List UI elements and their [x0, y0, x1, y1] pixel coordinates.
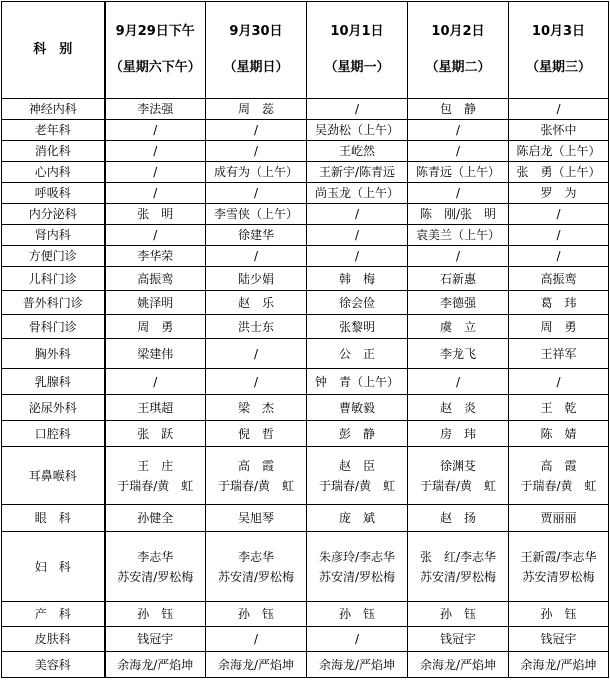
doctor-name: 陈 刚/张 明 [419, 207, 497, 221]
doctor-name: / [153, 374, 158, 389]
weekday-label: （星期二） [425, 60, 491, 75]
date-header-1 [206, 2, 307, 99]
doctor-cell [307, 291, 408, 315]
doctor-name: 张 勇（上午） [516, 165, 601, 179]
date-header-3 [408, 2, 509, 99]
doctor-cell [105, 291, 206, 315]
doctor-cell [105, 225, 206, 246]
date-header-4 [509, 2, 609, 99]
doctor-name: 张 红/李志华 [419, 549, 497, 564]
dept-header: 科 别 [2, 2, 105, 99]
doctor-cell [509, 369, 609, 395]
doctor-name: 钟 青（上午） [314, 374, 399, 389]
table-row [2, 315, 609, 339]
doctor-cell [105, 447, 206, 505]
doctor-name: 陈启龙（上午） [516, 144, 601, 158]
doctor-cell [509, 315, 609, 339]
doctor-cell [206, 395, 307, 421]
doctor-cell [307, 369, 408, 395]
dept-cell: 胸外科 [2, 339, 105, 369]
doctor-cell [509, 246, 609, 267]
table-row [2, 267, 609, 291]
table-row [2, 421, 609, 447]
table-row [2, 652, 609, 678]
doctor-name: / [556, 249, 561, 263]
doctor-name: 李志华 [237, 549, 274, 564]
doctor-name: / [253, 186, 259, 200]
doctor-cell [206, 421, 307, 447]
doctor-cell [509, 602, 609, 627]
doctor-cell [408, 315, 509, 339]
doctor-cell [307, 447, 408, 505]
doctor-name: 周 勇 [540, 319, 577, 334]
doctor-name: / [253, 249, 259, 263]
doctor-name: 王屹然 [338, 144, 375, 158]
doctor-cell [509, 267, 609, 291]
doctor-name: 钱冠宇 [137, 632, 174, 646]
doctor-name: 赵 炎 [439, 400, 476, 415]
table-row [2, 246, 609, 267]
doctor-name: 尚玉龙（上午） [314, 186, 399, 200]
doctor-name: 高 霞 [237, 458, 274, 473]
doctor-name: / [354, 228, 360, 242]
doctor-cell [105, 120, 206, 141]
doctor-name: 于瑞春/黄 虹 [117, 478, 194, 493]
doctor-name: 张 明 [137, 207, 174, 221]
doctor-cell [408, 141, 509, 162]
doctor-cell [509, 120, 609, 141]
doctor-name: 孙 钰 [237, 607, 274, 621]
doctor-name: 周 勇 [137, 319, 174, 334]
doctor-cell [509, 505, 609, 532]
doctor-cell [206, 627, 307, 652]
doctor-name: 李志华 [137, 549, 174, 564]
table-body [2, 99, 609, 678]
dept-cell: 消化科 [2, 141, 105, 162]
doctor-name: / [253, 144, 259, 158]
table-row [2, 532, 609, 602]
doctor-cell [408, 602, 509, 627]
doctor-name: 王 乾 [540, 400, 577, 415]
doctor-name: 王新霞/李志华 [520, 549, 597, 564]
doctor-name: 余海龙/严焰坤 [318, 657, 396, 672]
weekday-label: （星期六下午） [109, 60, 201, 75]
doctor-name: 成有为（上午） [213, 165, 298, 179]
doctor-cell [408, 99, 509, 120]
doctor-name: / [455, 123, 461, 137]
doctor-cell [408, 447, 509, 505]
table-header [2, 2, 609, 99]
doctor-cell [509, 627, 609, 652]
doctor-cell [509, 141, 609, 162]
doctor-cell [105, 602, 206, 627]
doctor-cell [307, 602, 408, 627]
doctor-name: 虞 立 [439, 319, 476, 334]
doctor-name: 陆少娟 [237, 271, 274, 286]
doctor-name: 赵 扬 [439, 511, 476, 525]
doctor-name: 梁建伟 [137, 346, 174, 361]
doctor-name: 曹敏毅 [338, 400, 375, 415]
table-row [2, 204, 609, 225]
doctor-cell [105, 267, 206, 291]
doctor-cell [509, 183, 609, 204]
doctor-cell [307, 120, 408, 141]
doctor-cell [408, 120, 509, 141]
doctor-name: 陈青远（上午） [415, 165, 500, 179]
weekday-label: （星期日） [223, 60, 289, 75]
doctor-name: / [455, 186, 461, 200]
doctor-name: 高 霞 [540, 458, 577, 473]
doctor-cell [206, 532, 307, 602]
date-header-0 [105, 2, 206, 99]
doctor-cell [408, 421, 509, 447]
doctor-name: 包 静 [439, 102, 476, 116]
doctor-cell [408, 204, 509, 225]
table-row [2, 99, 609, 120]
table-row [2, 183, 609, 204]
doctor-name: 苏安清/罗松梅 [117, 569, 194, 584]
doctor-name: 王琪超 [137, 400, 174, 415]
doctor-name: 袁美兰（上午） [415, 228, 500, 242]
doctor-name: 高振鸾 [137, 271, 174, 286]
doctor-cell [408, 183, 509, 204]
doctor-cell [206, 315, 307, 339]
dept-cell: 美容科 [2, 652, 105, 678]
doctor-cell [408, 291, 509, 315]
weekday-label: （星期三） [525, 60, 591, 75]
doctor-name: 韩 梅 [338, 271, 375, 286]
doctor-name: 房 玮 [439, 426, 476, 441]
doctor-name: 洪士东 [237, 319, 274, 334]
doctor-name: / [455, 144, 461, 158]
doctor-cell [307, 183, 408, 204]
doctor-cell [509, 291, 609, 315]
doctor-name: 罗 为 [540, 186, 577, 200]
dept-cell: 神经内科 [2, 99, 105, 120]
dept-cell: 产 科 [2, 602, 105, 627]
doctor-name: 王祥军 [540, 346, 577, 361]
doctor-cell [509, 421, 609, 447]
doctor-name: / [153, 186, 158, 200]
doctor-name: / [556, 207, 561, 221]
doctor-cell [206, 602, 307, 627]
table-row [2, 369, 609, 395]
doctor-cell [105, 421, 206, 447]
doctor-cell [408, 225, 509, 246]
doctor-cell [105, 652, 206, 678]
doctor-cell [105, 141, 206, 162]
doctor-name: 余海龙/严焰坤 [117, 657, 194, 672]
doctor-name: / [153, 228, 158, 242]
table-row [2, 162, 609, 183]
doctor-name: / [253, 374, 259, 389]
doctor-name: 陈 婧 [540, 426, 577, 441]
doctor-cell [206, 246, 307, 267]
doctor-cell [307, 339, 408, 369]
doctor-cell [105, 627, 206, 652]
doctor-cell [206, 652, 307, 678]
doctor-cell [509, 532, 609, 602]
doctor-name: 张黎明 [338, 319, 375, 334]
doctor-cell [206, 141, 307, 162]
doctor-cell [105, 315, 206, 339]
doctor-name: 徐渊芟 [439, 458, 476, 473]
weekday-label: （星期一） [324, 60, 390, 75]
dept-cell: 耳鼻喉科 [2, 447, 105, 505]
doctor-name: 徐建华 [237, 228, 274, 242]
doctor-name: 张怀中 [540, 123, 577, 137]
doctor-cell [408, 267, 509, 291]
dept-cell: 乳腺科 [2, 369, 105, 395]
doctor-cell [105, 395, 206, 421]
doctor-name: / [556, 374, 561, 389]
doctor-name: 高振鸾 [540, 271, 577, 286]
doctor-cell [509, 162, 609, 183]
doctor-name: 于瑞春/黄 虹 [419, 478, 497, 493]
doctor-name: 公 正 [338, 346, 375, 361]
table-row [2, 120, 609, 141]
doctor-cell [307, 627, 408, 652]
doctor-name: / [153, 123, 158, 137]
doctor-cell [307, 225, 408, 246]
doctor-cell [105, 246, 206, 267]
doctor-name: / [455, 374, 461, 389]
date-label: 10月3日 [531, 24, 586, 39]
doctor-name: / [253, 123, 259, 137]
doctor-cell [307, 204, 408, 225]
schedule-table [1, 1, 609, 678]
doctor-name: 于瑞春/黄 虹 [217, 478, 295, 493]
doctor-cell [408, 369, 509, 395]
doctor-cell [206, 291, 307, 315]
doctor-name: 余海龙/严焰坤 [520, 657, 597, 672]
doctor-cell [206, 447, 307, 505]
doctor-name: / [153, 144, 158, 158]
doctor-name: 孙 钰 [137, 607, 174, 621]
doctor-cell [206, 204, 307, 225]
table-row [2, 225, 609, 246]
doctor-cell [509, 652, 609, 678]
doctor-cell [509, 395, 609, 421]
doctor-cell [206, 369, 307, 395]
doctor-name: 苏安清/罗松梅 [318, 569, 396, 584]
table-row [2, 141, 609, 162]
doctor-name: 徐会俭 [338, 295, 375, 310]
doctor-name: 余海龙/严焰坤 [217, 657, 295, 672]
doctor-name: 吴旭琴 [237, 511, 274, 525]
doctor-cell [509, 204, 609, 225]
table-row [2, 505, 609, 532]
doctor-cell [509, 225, 609, 246]
dept-cell: 妇 科 [2, 532, 105, 602]
doctor-cell [307, 315, 408, 339]
doctor-cell [307, 162, 408, 183]
doctor-cell [206, 120, 307, 141]
doctor-name: / [455, 249, 461, 263]
dept-cell: 方便门诊 [2, 246, 105, 267]
date-label: 10月2日 [431, 24, 485, 39]
table-row [2, 602, 609, 627]
dept-cell: 口腔科 [2, 421, 105, 447]
doctor-name: / [354, 632, 360, 646]
doctor-name: 梁 杰 [237, 400, 274, 415]
doctor-cell [408, 652, 509, 678]
doctor-name: 苏安清/罗松梅 [419, 569, 497, 584]
doctor-name: / [354, 102, 360, 116]
doctor-name: 彭 静 [338, 426, 375, 441]
doctor-cell [206, 225, 307, 246]
dept-cell: 皮肤科 [2, 627, 105, 652]
date-header-2 [307, 2, 408, 99]
doctor-name: 周 蕊 [237, 102, 274, 116]
doctor-cell [105, 505, 206, 532]
doctor-name: / [253, 632, 259, 646]
table-row [2, 291, 609, 315]
doctor-cell [408, 395, 509, 421]
doctor-name: 苏安清罗松梅 [522, 569, 595, 584]
doctor-name: 李德强 [439, 295, 476, 310]
doctor-name: 葛 玮 [540, 295, 577, 310]
doctor-name: 钱冠宇 [540, 632, 577, 646]
doctor-name: 王新宇/陈青远 [318, 165, 396, 179]
doctor-name: / [153, 165, 158, 179]
date-label: 10月1日 [330, 24, 384, 39]
doctor-cell [408, 505, 509, 532]
doctor-cell [408, 246, 509, 267]
doctor-cell [408, 627, 509, 652]
doctor-name: 孙 钰 [540, 607, 577, 621]
dept-cell: 眼 科 [2, 505, 105, 532]
doctor-name: 李龙飞 [439, 346, 476, 361]
doctor-name: 赵 臣 [338, 458, 375, 473]
doctor-name: 余海龙/严焰坤 [419, 657, 497, 672]
doctor-name: 苏安清/罗松梅 [217, 569, 295, 584]
doctor-name: 于瑞春/黄 虹 [318, 478, 396, 493]
doctor-cell [206, 339, 307, 369]
doctor-cell [307, 267, 408, 291]
dept-cell: 呼吸科 [2, 183, 105, 204]
doctor-cell [307, 99, 408, 120]
doctor-cell [307, 246, 408, 267]
doctor-cell [206, 99, 307, 120]
doctor-cell [105, 369, 206, 395]
doctor-name: 贾丽丽 [540, 511, 577, 525]
doctor-name: / [253, 346, 259, 361]
doctor-cell [206, 162, 307, 183]
doctor-name: 吴劲松（上午） [314, 123, 399, 137]
doctor-cell [307, 505, 408, 532]
table-row [2, 395, 609, 421]
doctor-cell [408, 162, 509, 183]
date-label: 9月29日下午 [115, 24, 195, 39]
doctor-name: 赵 乐 [237, 295, 274, 310]
doctor-name: 孙 钰 [338, 607, 375, 621]
doctor-cell [307, 395, 408, 421]
dept-cell: 心内科 [2, 162, 105, 183]
table-row [2, 627, 609, 652]
doctor-name: 孙健全 [137, 511, 174, 525]
doctor-cell [509, 339, 609, 369]
dept-cell: 泌尿外科 [2, 395, 105, 421]
doctor-name: 倪 哲 [237, 426, 274, 441]
doctor-cell [105, 339, 206, 369]
doctor-cell [206, 183, 307, 204]
doctor-cell [307, 421, 408, 447]
table-row [2, 447, 609, 505]
doctor-name: 庞 斌 [338, 511, 375, 525]
dept-cell: 肾内科 [2, 225, 105, 246]
doctor-cell [105, 532, 206, 602]
doctor-name: / [354, 207, 360, 221]
doctor-cell [408, 532, 509, 602]
doctor-name: / [354, 249, 360, 263]
doctor-name: 朱彦玲/李志华 [318, 549, 396, 564]
doctor-cell [105, 162, 206, 183]
dept-cell: 普外科门诊 [2, 291, 105, 315]
doctor-name: 于瑞春/黄 虹 [520, 478, 597, 493]
doctor-name: 王 庄 [137, 458, 174, 473]
doctor-cell [408, 339, 509, 369]
doctor-name: 李华荣 [137, 249, 174, 263]
doctor-name: 李法强 [137, 102, 174, 116]
doctor-name: 张 跃 [137, 426, 174, 441]
doctor-cell [105, 204, 206, 225]
doctor-cell [307, 532, 408, 602]
doctor-cell [206, 505, 307, 532]
header-row [2, 2, 609, 99]
dept-cell: 内分泌科 [2, 204, 105, 225]
doctor-cell [509, 447, 609, 505]
doctor-cell [105, 183, 206, 204]
doctor-cell [206, 267, 307, 291]
doctor-name: 钱冠宇 [439, 632, 476, 646]
doctor-cell [307, 141, 408, 162]
dept-cell: 骨科门诊 [2, 315, 105, 339]
doctor-name: / [556, 102, 561, 116]
doctor-cell [509, 99, 609, 120]
doctor-name: 姚泽明 [137, 295, 174, 310]
dept-cell: 儿科门诊 [2, 267, 105, 291]
doctor-name: 石新惠 [439, 271, 476, 286]
table-row [2, 339, 609, 369]
doctor-name: 李雪侠（上午） [213, 207, 298, 221]
dept-cell: 老年科 [2, 120, 105, 141]
doctor-cell [105, 99, 206, 120]
date-label: 9月30日 [229, 24, 283, 39]
doctor-cell [307, 652, 408, 678]
doctor-name: / [556, 228, 561, 242]
doctor-name: 孙 钰 [439, 607, 476, 621]
